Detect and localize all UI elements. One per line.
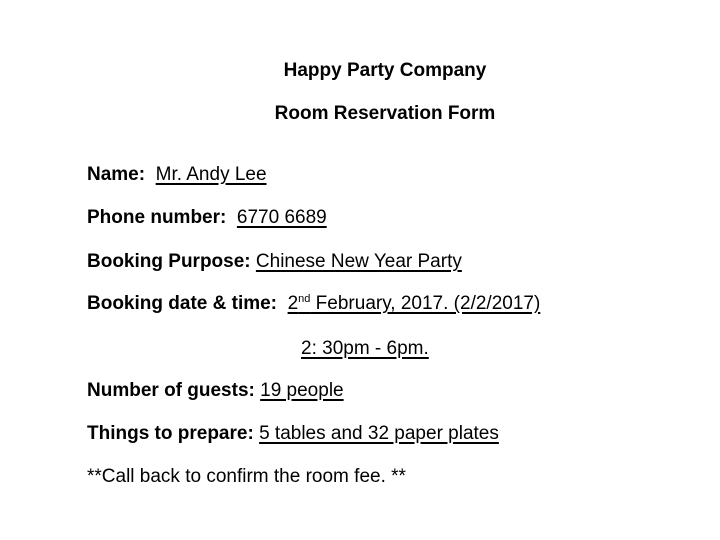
date-day: 2 xyxy=(287,293,299,314)
purpose-label: Booking Purpose: xyxy=(87,251,251,272)
phone-value: 6770 6689 xyxy=(236,207,327,228)
time-row xyxy=(301,337,429,361)
date-value xyxy=(288,293,541,314)
date-time-row xyxy=(87,292,540,316)
company-name: Happy Party Company xyxy=(283,60,487,81)
name-row xyxy=(87,163,267,187)
phone-row xyxy=(87,206,327,230)
guests-row xyxy=(87,379,344,403)
name-value: Mr. Andy Lee xyxy=(155,164,267,185)
date-rest: February, 2017. (2/2/2017) xyxy=(310,293,541,314)
purpose-row xyxy=(87,250,462,274)
date-ordinal: nd xyxy=(298,293,311,305)
callback-note: **Call back to confirm the room fee. ** xyxy=(87,466,406,487)
date-time-label: Booking date & time: xyxy=(87,293,278,314)
time-value: 2: 30pm - 6pm. xyxy=(301,338,429,359)
phone-label: Phone number: xyxy=(87,207,227,228)
form-title: Room Reservation Form xyxy=(274,103,496,124)
name-label: Name: xyxy=(87,164,146,185)
things-row xyxy=(87,422,499,446)
guests-label: Number of guests: xyxy=(87,380,255,401)
things-label: Things to prepare: xyxy=(87,423,254,444)
purpose-value: Chinese New Year Party xyxy=(255,251,462,272)
things-value: 5 tables and 32 paper plates xyxy=(259,423,499,444)
guests-value: 19 people xyxy=(260,380,344,401)
